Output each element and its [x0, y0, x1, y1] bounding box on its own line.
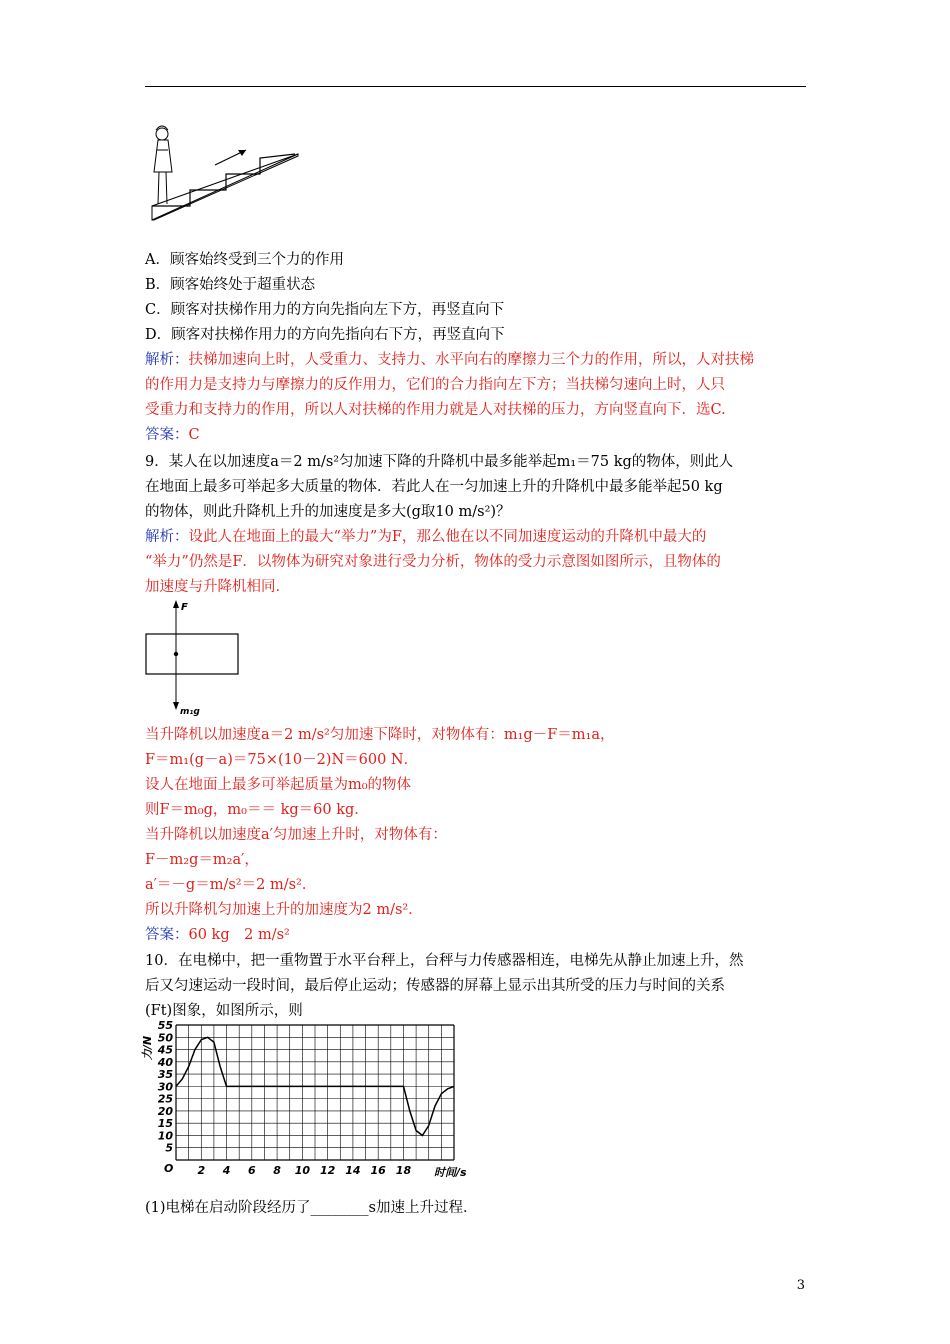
y-tick-label: 40: [157, 1055, 173, 1069]
y-tick-label: 20: [157, 1104, 173, 1118]
q9-solution-line-2: F＝m₁(g－a)＝75×(10－2)N＝600 N．: [145, 752, 419, 768]
q8-analysis-line-1: 解析：扶梯加速向上时，人受重力、支持力、水平向右的摩擦力三个力的作用，所以，人对扶梯: [145, 352, 754, 368]
q9-analysis-line-1: 解析：设此人在地面上的最大“举力”为F，那么他在以不同加速度运动的升降机中最大的: [145, 529, 707, 545]
x-axis-label: 时间/s: [434, 1166, 467, 1179]
q8-analysis-line-3: 受重力和支持力的作用，所以人对扶梯的作用力就是人对扶梯的压力，方向竖直向下．选C.: [145, 402, 726, 418]
y-axis-label: 力/N: [141, 1035, 154, 1061]
q9-answer: 答案：60 kg 2 m/s²: [145, 927, 290, 943]
q9-stem-line-2: 在地面上最多可举起多大质量的物体．若此人在一匀加速上升的升降机中最多能举起50 kg: [145, 479, 723, 495]
q9-solution-line-5: 当升降机以加速度a′匀加速上升时，对物体有：: [145, 827, 447, 843]
q9-stem-line-3: 的物体，则此升降机上升的加速度是多大(g取10 m/s²)？: [145, 504, 511, 520]
x-tick-label: 10: [294, 1164, 311, 1177]
force-label-mg: m₁g: [180, 707, 200, 717]
q10-sub1: (1)电梯在启动阶段经历了________s加速上升过程．: [145, 1200, 478, 1216]
origin-label: O: [164, 1162, 174, 1175]
q9-solution-line-6: F－m₂g＝m₂a′，: [145, 852, 259, 868]
q8-option-d: D．顾客对扶梯作用力的方向先指向右下方，再竖直向下: [145, 327, 505, 343]
q8-answer: 答案：C: [145, 427, 200, 443]
q9-solution-line-4: 则F＝m₀g，m₀＝＝ kg＝60 kg．: [145, 802, 369, 818]
q10-stem-line-2: 后又匀速运动一段时间，最后停止运动；传感器的屏幕上显示出其所受的压力与时间的关系: [145, 978, 725, 994]
q8-option-c: C．顾客对扶梯作用力的方向先指向左下方，再竖直向下: [145, 302, 505, 318]
q10-stem-line-3: (Ft)图象，如图所示，则: [145, 1003, 303, 1019]
force-time-chart: [140, 1020, 470, 1180]
q10-stem-line-1: 10．在电梯中，把一重物置于水平台秤上，台秤与力传感器相连，电梯先从静止加速上升，然: [145, 953, 744, 969]
y-tick-label: 15: [157, 1117, 173, 1131]
header-rule: [145, 86, 806, 87]
q8-analysis-line-2: 的作用力是支持力与摩擦力的反作用力，它们的合力指向左下方；当扶梯匀速向上时，人只: [145, 377, 725, 393]
q9-solution-line-7: a′＝－g＝m/s²＝2 m/s²．: [145, 877, 317, 893]
force-diagram: [140, 598, 250, 720]
q9-analysis-line-3: 加速度与升降机相同．: [145, 579, 290, 595]
q8-analysis-label: 解析：: [145, 352, 189, 368]
x-tick-label: 2: [197, 1164, 206, 1177]
x-tick-label: 8: [273, 1164, 281, 1177]
force-label-f: F: [181, 602, 188, 613]
x-tick-label: 6: [247, 1164, 256, 1177]
x-tick-label: 12: [319, 1164, 336, 1177]
y-tick-label: 50: [157, 1031, 173, 1045]
x-tick-label: 4: [222, 1164, 231, 1177]
y-tick-label: 25: [157, 1092, 173, 1106]
x-tick-label: 18: [395, 1164, 412, 1177]
y-tick-label: 10: [157, 1129, 173, 1143]
y-tick-label: 30: [157, 1080, 173, 1094]
q9-stem-line-1: 9．某人在以加速度a＝2 m/s²匀加速下降的升降机中最多能举起m₁＝75 kg的物体，则此人: [145, 454, 734, 470]
y-tick-label: 5: [165, 1141, 173, 1155]
q9-solution-line-1: 当升降机以加速度a＝2 m/s²匀加速下降时，对物体有：m₁g－F＝m₁a，: [145, 727, 615, 743]
escalator-figure: [140, 120, 310, 230]
q9-solution-line-3: 设人在地面上最多可举起质量为m₀的物体: [145, 777, 412, 793]
object-box: [146, 634, 238, 674]
x-tick-label: 16: [370, 1164, 386, 1177]
y-tick-label: 55: [157, 1020, 173, 1032]
x-tick-label: 14: [345, 1164, 361, 1177]
y-tick-label: 45: [157, 1043, 173, 1057]
page-number: 3: [796, 1278, 805, 1293]
y-tick-label: 35: [157, 1068, 173, 1082]
q9-solution-line-8: 所以升降机匀加速上升的加速度为2 m/s²．: [145, 902, 423, 918]
q8-option-b: B．顾客始终处于超重状态: [145, 277, 316, 293]
q8-option-a: A．顾客始终受到三个力的作用: [145, 252, 344, 268]
q9-analysis-line-2: “举力”仍然是F．以物体为研究对象进行受力分析，物体的受力示意图如图所示，且物体的: [145, 554, 721, 570]
